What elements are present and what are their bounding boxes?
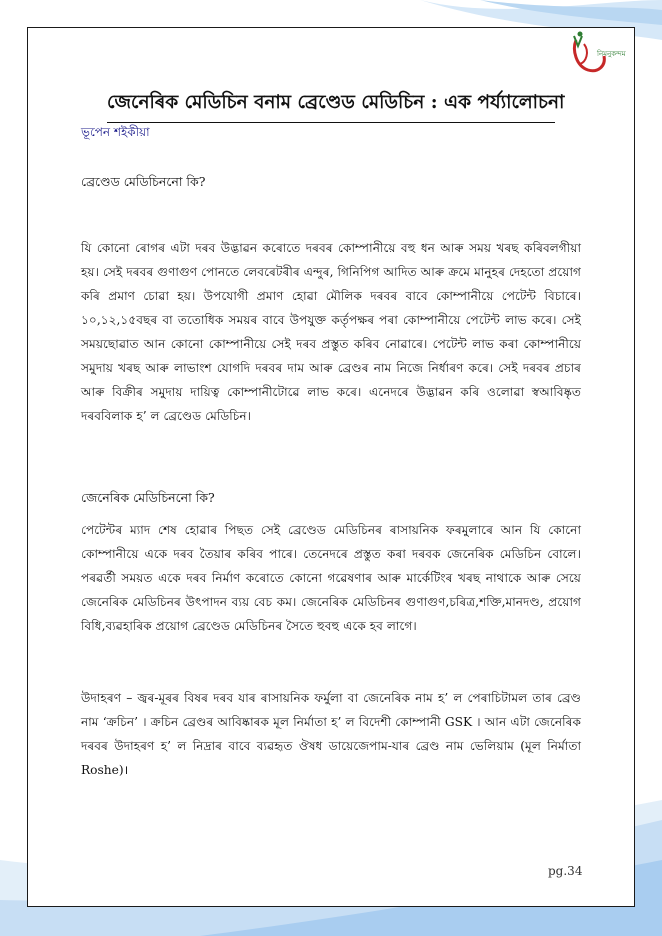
paragraph-example: উদাহৰণ – জ্বৰ-মূৰৰ বিষৰ দৰব যাৰ ৰাসায়নিক ফৰ্মুলা বা জেনেৰিক নাম হ’ ল পেৰাচিটামল তাৰ ব্ৰেণ্ড নাম ‘ক্ৰচিন’ । ক্ৰচিন ব্ৰেণ্ডৰ আবিষ্কাৰক মূল নিৰ্মাতা হ’ ল বিদেশী কোম্পানী GSK । আন এটা জেনেৰিক দৰবৰ উদাহৰণ হ’ ল নিদ্ৰাৰ বাবে ব্যৱহৃত ঔষধ ডায়েজেপাম-যাৰ ব্ৰেণ্ড নাম ভেলিয়াম (মূল নিৰ্মাতা Roshe)। [81, 691, 581, 777]
logo-text: নিমনুকন্দম [597, 50, 626, 58]
author-name: ভূপেন শইকীয়া [81, 125, 150, 139]
section-heading-generic: জেনেৰিক মেডিচিননো কি? [81, 490, 215, 505]
paragraph-branded: যি কোনো ৰোগৰ এটা দৰব উদ্ভাৱন কৰোতে দৰবৰ কোম্পানীয়ে বহু ধন আৰু সময় খৰছ কৰিবলগীয়া হয়। সেই দৰবৰ গুণাগুণ পোনতে লেবৰেটৰীৰ এন্দুৰ, গিনিপিগ আদিত আৰু ক্ৰমে মানুহৰ দেহতো প্ৰয়োগ কৰি প্ৰমাণ চোৱা হয়। উপযোগী প্ৰমাণ হোৱা মৌলিক দৰবৰ বাবে কোম্পানীয়ে পেটেন্ট বিচাৰে। ১০,১২,১৫বছৰ বা ততোধিক সময়ৰ বাবে উপযুক্ত কৰ্তৃপক্ষৰ পৰা কোম্পানীয়ে পেটেন্ট লাভ কৰে। সেই সময়ছোৱাত আন কোনো কোম্পানীয়ে সেই দৰব প্ৰস্তুত কৰিব নোৱাৰে। পেটেন্ট লাভ কৰা কোম্পানীয়ে সমুদায় খৰছ আৰু লাভাংশ যোগদি দৰবৰ দাম আৰু ব্ৰেণ্ডৰ নাম নিজে নিৰ্ধাৰণ কৰে। সেই দৰবৰ প্ৰচাৰ আৰু বিক্ৰীৰ সমুদায় দায়িত্ব কোম্পানীটোৱে লাভ কৰে। এনেদৰে উদ্ভাৱন কৰি ওলোৱা স্বআবিষ্কৃত দৰববিলাক হ’ ল ব্ৰেণ্ডেড মেডিচিন। [81, 241, 581, 423]
page-number: pg.34 [548, 864, 583, 878]
article-title: জেনেৰিক মেডিচিন বনাম ব্ৰেণ্ডেড মেডিচিন : এক পৰ্য্যালোচনা [107, 88, 555, 123]
paragraph-generic: পেটেন্টৰ ম্যাদ শেষ হোৱাৰ পিছত সেই ব্ৰেণ্ডেড মেডিচিনৰ ৰাসায়নিক ফৰমুলাৰে আন যি কোনো কোম্পানীয়ে একে দৰব তৈয়াৰ কৰিব পাৰে। তেনেদৰে প্ৰস্তুত কৰা দৰবক জেনেৰিক মেডিচিন বোলে। পৰৱৰ্তী সময়ত একে দৰব নিৰ্মাণ কৰোতে কোনো গৱেষণাৰ আৰু মাৰ্কেটিংৰ খৰছ নাথাকে আৰু সেয়ে জেনেৰিক মেডিচিনৰ উৎপাদন ব্যয় বেচ কম। জেনেৰিক মেডিচিনৰ গুণাগুণ,চৰিত্ৰ,শক্তি,মানদণ্ড, প্ৰয়োগ বিধি,ব্যৱহাৰিক প্ৰয়োগ ব্ৰেণ্ডেড মেডিচিনৰ সৈতে হুবহু একে হব লাগে। [81, 523, 581, 633]
section-heading-branded: ব্ৰেণ্ডেড মেডিচিননো কি? [81, 174, 206, 189]
